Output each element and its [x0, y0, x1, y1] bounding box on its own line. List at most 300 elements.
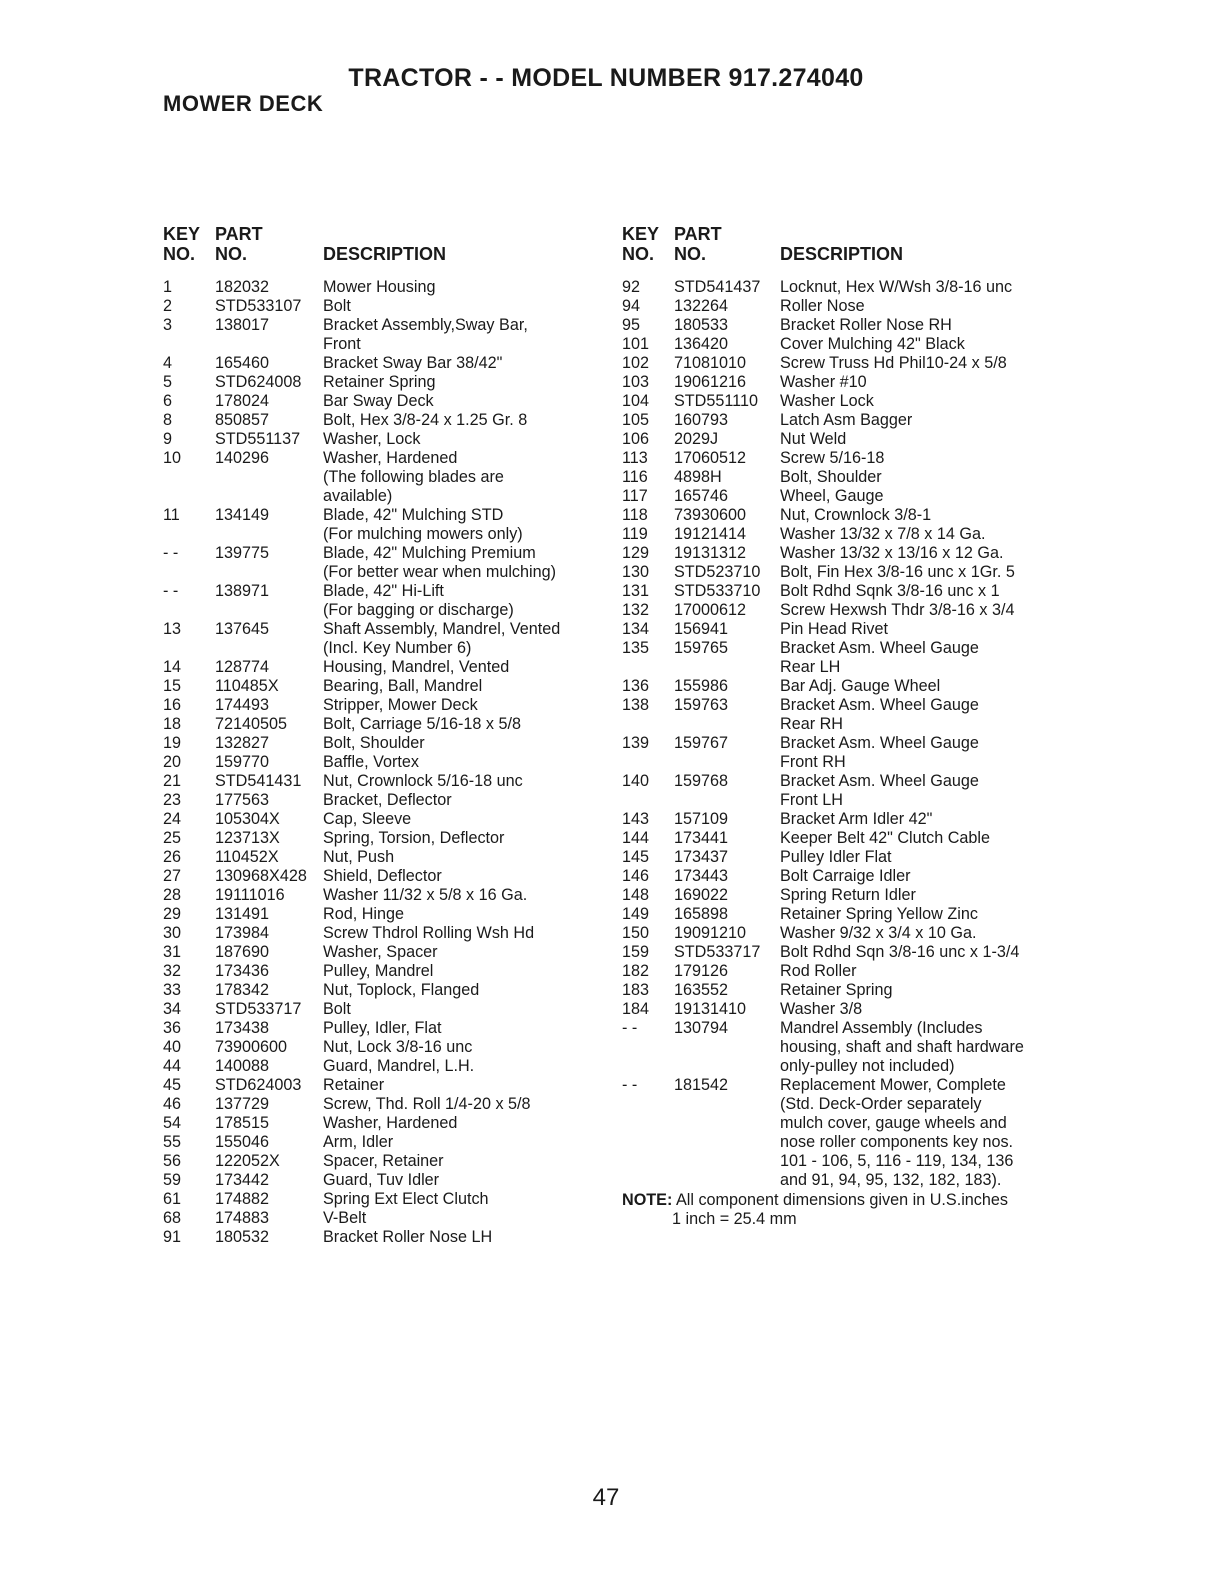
- part-description: [780, 544, 1062, 563]
- description-line: Front LH: [780, 791, 843, 809]
- part-number: 180533: [674, 316, 729, 334]
- key-number: 6: [163, 392, 173, 410]
- description-line: Replacement Mower, Complete: [780, 1076, 1006, 1094]
- part-description: [780, 1076, 1062, 1190]
- table-row: [163, 1133, 603, 1152]
- key-number: 54: [163, 1114, 182, 1132]
- part-number: 139775: [215, 544, 270, 562]
- description-line: Spring, Torsion, Deflector: [323, 829, 505, 847]
- key-number: 149: [622, 905, 650, 923]
- key-number: 26: [163, 848, 182, 866]
- part-description: [323, 392, 603, 411]
- key-number: 130: [622, 563, 650, 581]
- key-number: 44: [163, 1057, 182, 1075]
- table-row: [163, 449, 603, 506]
- description-header: DESCRIPTION: [780, 244, 904, 264]
- part-description: [323, 1152, 603, 1171]
- part-description: [780, 582, 1062, 601]
- part-description: [780, 411, 1062, 430]
- table-row: [163, 1228, 603, 1247]
- description-line: Housing, Mandrel, Vented: [323, 658, 510, 676]
- part-description: [323, 1133, 603, 1152]
- part-number: 132827: [215, 734, 270, 752]
- table-row: [622, 1076, 1062, 1190]
- key-number: 5: [163, 373, 173, 391]
- part-number: 19131312: [674, 544, 747, 562]
- description-line: Nut Weld: [780, 430, 847, 448]
- part-description: [323, 810, 603, 829]
- table-row: [163, 430, 603, 449]
- description-line: Bar Sway Deck: [323, 392, 434, 410]
- part-number: 169022: [674, 886, 729, 904]
- part-description: [780, 563, 1062, 582]
- description-line: Washer #10: [780, 373, 867, 391]
- part-description: [780, 1000, 1062, 1019]
- key-number: 8: [163, 411, 173, 429]
- note-text: All component dimensions given in U.S.inches: [675, 1191, 1008, 1209]
- part-description: [780, 639, 1062, 677]
- part-description: [323, 829, 603, 848]
- description-line: Guard, Tuv Idler: [323, 1171, 440, 1189]
- part-description: [780, 335, 1062, 354]
- part-description: [780, 278, 1062, 297]
- key-number: 136: [622, 677, 650, 695]
- table-row: [622, 867, 1062, 886]
- table-row: [622, 392, 1062, 411]
- description-line: Bolt, Hex 3/8-24 x 1.25 Gr. 8: [323, 411, 528, 429]
- part-description: [323, 411, 603, 430]
- table-row: [163, 867, 603, 886]
- table-row: [163, 1114, 603, 1133]
- part-number: STD541431: [215, 772, 302, 790]
- table-row: [622, 278, 1062, 297]
- part-number: 165898: [674, 905, 729, 923]
- key-number: 116: [622, 468, 648, 486]
- part-description: [323, 886, 603, 905]
- part-number: 137645: [215, 620, 270, 638]
- part-number: 182032: [215, 278, 270, 296]
- description-line: Bracket Roller Nose LH: [323, 1228, 493, 1246]
- part-number: 173441: [674, 829, 729, 847]
- table-row: [163, 905, 603, 924]
- table-row: [622, 582, 1062, 601]
- part-number: STD624003: [215, 1076, 302, 1094]
- part-description: [780, 506, 1062, 525]
- part-description: [780, 449, 1062, 468]
- description-line: Pulley, Idler, Flat: [323, 1019, 442, 1037]
- part-description: [323, 1038, 603, 1057]
- part-description: [323, 1057, 603, 1076]
- part-description: [780, 734, 1062, 772]
- description-line: (The following blades are: [323, 468, 504, 486]
- parts-rows: [622, 278, 1062, 1190]
- part-number: STD551137: [215, 430, 301, 448]
- part-description: [323, 1209, 603, 1228]
- description-line: Washer 11/32 x 5/8 x 16 Ga.: [323, 886, 528, 904]
- key-number: 150: [622, 924, 650, 942]
- part-number: 110452X: [215, 848, 279, 866]
- key-number: 1: [163, 278, 173, 296]
- description-line: Retainer Spring Yellow Zinc: [780, 905, 978, 923]
- table-row: [163, 829, 603, 848]
- key-number: - -: [622, 1076, 638, 1094]
- part-number: STD533717: [674, 943, 761, 961]
- part-header-line1: PART: [215, 224, 263, 244]
- description-line: Bracket Asm. Wheel Gauge: [780, 772, 979, 790]
- part-number: 19111016: [215, 886, 285, 904]
- part-description: [780, 962, 1062, 981]
- table-row: [163, 392, 603, 411]
- description-line: Screw, Thd. Roll 1/4-20 x 5/8: [323, 1095, 531, 1113]
- key-number: 27: [163, 867, 182, 885]
- table-row: [622, 677, 1062, 696]
- table-row: [163, 1076, 603, 1095]
- part-number: STD533717: [215, 1000, 302, 1018]
- description-line: Blade, 42" Hi-Lift: [323, 582, 444, 600]
- part-description: [323, 848, 603, 867]
- part-description: [323, 924, 603, 943]
- key-number: 20: [163, 753, 182, 771]
- description-line: Spacer, Retainer: [323, 1152, 444, 1170]
- part-number: 122052X: [215, 1152, 280, 1170]
- description-line: Bracket Arm Idler 42": [780, 810, 933, 828]
- part-number: 138017: [215, 316, 270, 334]
- table-row: [163, 715, 603, 734]
- key-number: 131: [622, 582, 650, 600]
- part-number: 159763: [674, 696, 729, 714]
- part-description: [323, 791, 603, 810]
- part-number: 850857: [215, 411, 270, 429]
- part-description: [323, 278, 603, 297]
- key-number: 135: [622, 639, 650, 657]
- part-description: [323, 943, 603, 962]
- key-number: 95: [622, 316, 641, 334]
- table-row: [163, 1095, 603, 1114]
- part-number: 173984: [215, 924, 270, 942]
- part-number: 130968X428: [215, 867, 307, 885]
- description-line: Washer, Hardened: [323, 449, 458, 467]
- table-row: [163, 924, 603, 943]
- note-label: NOTE:: [622, 1191, 673, 1209]
- part-number: 138971: [215, 582, 270, 600]
- description-line: Nut, Push: [323, 848, 395, 866]
- table-row: [163, 677, 603, 696]
- part-number: 178342: [215, 981, 270, 999]
- description-line: Bracket Asm. Wheel Gauge: [780, 696, 979, 714]
- description-line: Spring Return Idler: [780, 886, 916, 904]
- table-row: [622, 297, 1062, 316]
- part-number: 165746: [674, 487, 729, 505]
- part-number: 155986: [674, 677, 729, 695]
- key-number: 21: [163, 772, 182, 790]
- description-line: Washer Lock: [780, 392, 874, 410]
- table-row: [622, 335, 1062, 354]
- key-number: 29: [163, 905, 182, 923]
- table-row: [622, 886, 1062, 905]
- part-header-line2: NO.: [215, 244, 248, 264]
- part-number: 173442: [215, 1171, 270, 1189]
- part-description: [780, 924, 1062, 943]
- key-number: 102: [622, 354, 650, 372]
- key-number: 68: [163, 1209, 182, 1227]
- table-row: [163, 1019, 603, 1038]
- table-row: [163, 316, 603, 354]
- part-number: 156941: [674, 620, 729, 638]
- part-number: 19131410: [674, 1000, 747, 1018]
- part-number: 123713X: [215, 829, 280, 847]
- description-line: (For bagging or discharge): [323, 601, 514, 619]
- part-number: 174493: [215, 696, 270, 714]
- part-description: [780, 468, 1062, 487]
- key-number: 119: [622, 525, 648, 543]
- table-row: [622, 848, 1062, 867]
- part-description: [323, 658, 603, 677]
- description-line: Front: [323, 335, 361, 353]
- part-description: [780, 354, 1062, 373]
- key-number: 18: [163, 715, 182, 733]
- part-description: [780, 373, 1062, 392]
- part-description: [780, 1019, 1062, 1076]
- part-description: [323, 1019, 603, 1038]
- table-row: [622, 316, 1062, 335]
- description-line: only-pulley not included): [780, 1057, 955, 1075]
- key-number: 13: [163, 620, 182, 638]
- part-description: [780, 430, 1062, 449]
- part-description: [780, 316, 1062, 335]
- key-number: 31: [163, 943, 182, 961]
- key-number: 15: [163, 677, 182, 695]
- part-number: 177563: [215, 791, 270, 809]
- part-description: [780, 867, 1062, 886]
- table-row: [163, 1209, 603, 1228]
- table-row: [163, 848, 603, 867]
- part-number: 159767: [674, 734, 729, 752]
- description-line: Bracket Asm. Wheel Gauge: [780, 639, 979, 657]
- description-line: Retainer: [323, 1076, 385, 1094]
- part-description: [780, 392, 1062, 411]
- part-description: [780, 772, 1062, 810]
- key-number: 11: [163, 506, 180, 524]
- table-row: [163, 962, 603, 981]
- description-line: Bracket, Deflector: [323, 791, 452, 809]
- part-number: 110485X: [215, 677, 279, 695]
- description-line: Bolt, Shoulder: [323, 734, 425, 752]
- table-row: [622, 620, 1062, 639]
- description-line: Bolt: [323, 297, 351, 315]
- description-line: Spring Ext Elect Clutch: [323, 1190, 489, 1208]
- key-number: 36: [163, 1019, 182, 1037]
- table-row: [622, 449, 1062, 468]
- part-description: [780, 620, 1062, 639]
- table-row: [622, 810, 1062, 829]
- table-row: [163, 1171, 603, 1190]
- description-line: Pulley Idler Flat: [780, 848, 892, 866]
- part-description: [323, 1228, 603, 1247]
- table-row: [622, 487, 1062, 506]
- part-number: 2029J: [674, 430, 719, 448]
- key-number: 10: [163, 449, 182, 467]
- part-description: [323, 506, 603, 544]
- key-number: 138: [622, 696, 650, 714]
- description-line: Rod Roller: [780, 962, 857, 980]
- description-line: Roller Nose: [780, 297, 865, 315]
- part-description: [323, 905, 603, 924]
- description-line: Locknut, Hex W/Wsh 3/8-16 unc: [780, 278, 1013, 296]
- key-number: 118: [622, 506, 648, 524]
- table-row: [163, 1000, 603, 1019]
- description-line: nose roller components key nos.: [780, 1133, 1014, 1151]
- description-line: Bolt: [323, 1000, 351, 1018]
- key-number: - -: [622, 1019, 638, 1037]
- part-description: [323, 1171, 603, 1190]
- key-number: 30: [163, 924, 182, 942]
- description-line: Stripper, Mower Deck: [323, 696, 478, 714]
- description-line: available): [323, 487, 393, 505]
- table-row: [622, 563, 1062, 582]
- key-number: 105: [622, 411, 650, 429]
- part-number: 134149: [215, 506, 270, 524]
- page-number: 47: [592, 1484, 620, 1511]
- description-line: Washer 9/32 x 3/4 x 10 Ga.: [780, 924, 977, 942]
- part-description: [780, 886, 1062, 905]
- part-description: [780, 943, 1062, 962]
- description-line: Bracket Assembly,Sway Bar,: [323, 316, 528, 334]
- page-title: TRACTOR - - MODEL NUMBER 917.274040: [348, 64, 864, 92]
- part-number: STD523710: [674, 563, 761, 581]
- table-row: [163, 544, 603, 582]
- part-description: [323, 962, 603, 981]
- part-number: 178515: [215, 1114, 270, 1132]
- table-row: [163, 886, 603, 905]
- description-line: (For mulching mowers only): [323, 525, 523, 543]
- description-line: Baffle, Vortex: [323, 753, 419, 771]
- key-number: 184: [622, 1000, 650, 1018]
- key-header-line2: NO.: [163, 244, 196, 264]
- part-number: 71081010: [674, 354, 747, 372]
- description-line: Bolt, Fin Hex 3/8-16 unc x 1Gr. 5: [780, 563, 1015, 581]
- part-number: 173436: [215, 962, 270, 980]
- part-number: 180532: [215, 1228, 270, 1246]
- part-description: [323, 1076, 603, 1095]
- description-line: Mower Housing: [323, 278, 436, 296]
- key-number: 91: [163, 1228, 182, 1246]
- part-number: 165460: [215, 354, 270, 372]
- description-line: Pulley, Mandrel: [323, 962, 434, 980]
- key-number: 144: [622, 829, 650, 847]
- part-number: 19061216: [674, 373, 747, 391]
- description-line: Bolt, Shoulder: [780, 468, 882, 486]
- description-line: Bolt Carraige Idler: [780, 867, 911, 885]
- part-number: 173438: [215, 1019, 270, 1037]
- part-description: [780, 525, 1062, 544]
- key-number: 148: [622, 886, 650, 904]
- part-description: [780, 601, 1062, 620]
- key-number: 140: [622, 772, 650, 790]
- part-number: 128774: [215, 658, 270, 676]
- description-line: Nut, Crownlock 3/8-1: [780, 506, 932, 524]
- part-number: 173437: [674, 848, 729, 866]
- dimension-note: [622, 1191, 1062, 1229]
- part-description: [323, 1114, 603, 1133]
- part-header-line2: NO.: [674, 244, 707, 264]
- table-row: [163, 696, 603, 715]
- key-number: - -: [163, 544, 179, 562]
- table-row: [163, 810, 603, 829]
- part-number: 163552: [674, 981, 729, 999]
- part-number: 173443: [674, 867, 729, 885]
- part-number: 178024: [215, 392, 270, 410]
- part-description: [323, 981, 603, 1000]
- part-number: 159770: [215, 753, 270, 771]
- description-line: Keeper Belt 42" Clutch Cable: [780, 829, 991, 847]
- description-line: Bar Adj. Gauge Wheel: [780, 677, 941, 695]
- part-number: 140088: [215, 1057, 270, 1075]
- description-line: Screw Thdrol Rolling Wsh Hd: [323, 924, 535, 942]
- part-number: STD533107: [215, 297, 302, 315]
- part-description: [323, 696, 603, 715]
- table-row: [163, 1152, 603, 1171]
- table-row: [622, 905, 1062, 924]
- parts-rows: [163, 278, 603, 1247]
- part-description: [323, 867, 603, 886]
- table-row: [163, 1038, 603, 1057]
- part-description: [323, 373, 603, 392]
- part-description: [323, 715, 603, 734]
- key-number: 129: [622, 544, 650, 562]
- description-line: Washer, Hardened: [323, 1114, 458, 1132]
- part-description: [780, 677, 1062, 696]
- key-number: 28: [163, 886, 182, 904]
- key-number: 2: [163, 297, 173, 315]
- description-line: Front RH: [780, 753, 846, 771]
- part-description: [323, 297, 603, 316]
- table-row: [622, 544, 1062, 563]
- description-line: Washer 13/32 x 7/8 x 14 Ga.: [780, 525, 986, 543]
- key-number: 104: [622, 392, 650, 410]
- part-number: 72140505: [215, 715, 288, 733]
- table-row: [622, 525, 1062, 544]
- description-line: Screw Hexwsh Thdr 3/8-16 x 3/4: [780, 601, 1015, 619]
- part-description: [780, 487, 1062, 506]
- table-row: [163, 354, 603, 373]
- table-row: [622, 639, 1062, 677]
- description-line: Rod, Hinge: [323, 905, 404, 923]
- description-line: Washer 13/32 x 13/16 x 12 Ga.: [780, 544, 1004, 562]
- part-number: STD551110: [674, 392, 758, 410]
- description-line: Blade, 42" Mulching STD: [323, 506, 504, 524]
- key-number: 134: [622, 620, 650, 638]
- description-line: Nut, Lock 3/8-16 unc: [323, 1038, 473, 1056]
- description-line: Cap, Sleeve: [323, 810, 412, 828]
- part-description: [780, 848, 1062, 867]
- part-description: [323, 620, 603, 658]
- part-description: [780, 981, 1062, 1000]
- description-line: Bracket Roller Nose RH: [780, 316, 952, 334]
- key-number: 145: [622, 848, 650, 866]
- key-number: 45: [163, 1076, 182, 1094]
- key-number: 143: [622, 810, 650, 828]
- part-description: [323, 544, 603, 582]
- part-number: 130794: [674, 1019, 729, 1037]
- description-line: Bolt Rdhd Sqnk 3/8-16 unc x 1: [780, 582, 1000, 600]
- description-line: housing, shaft and shaft hardware: [780, 1038, 1024, 1056]
- table-row: [163, 297, 603, 316]
- description-line: Wheel, Gauge: [780, 487, 884, 505]
- description-line: Blade, 42" Mulching Premium: [323, 544, 536, 562]
- description-line: 101 - 106, 5, 116 - 119, 134, 136: [780, 1152, 1014, 1170]
- part-description: [780, 905, 1062, 924]
- description-line: Bracket Asm. Wheel Gauge: [780, 734, 979, 752]
